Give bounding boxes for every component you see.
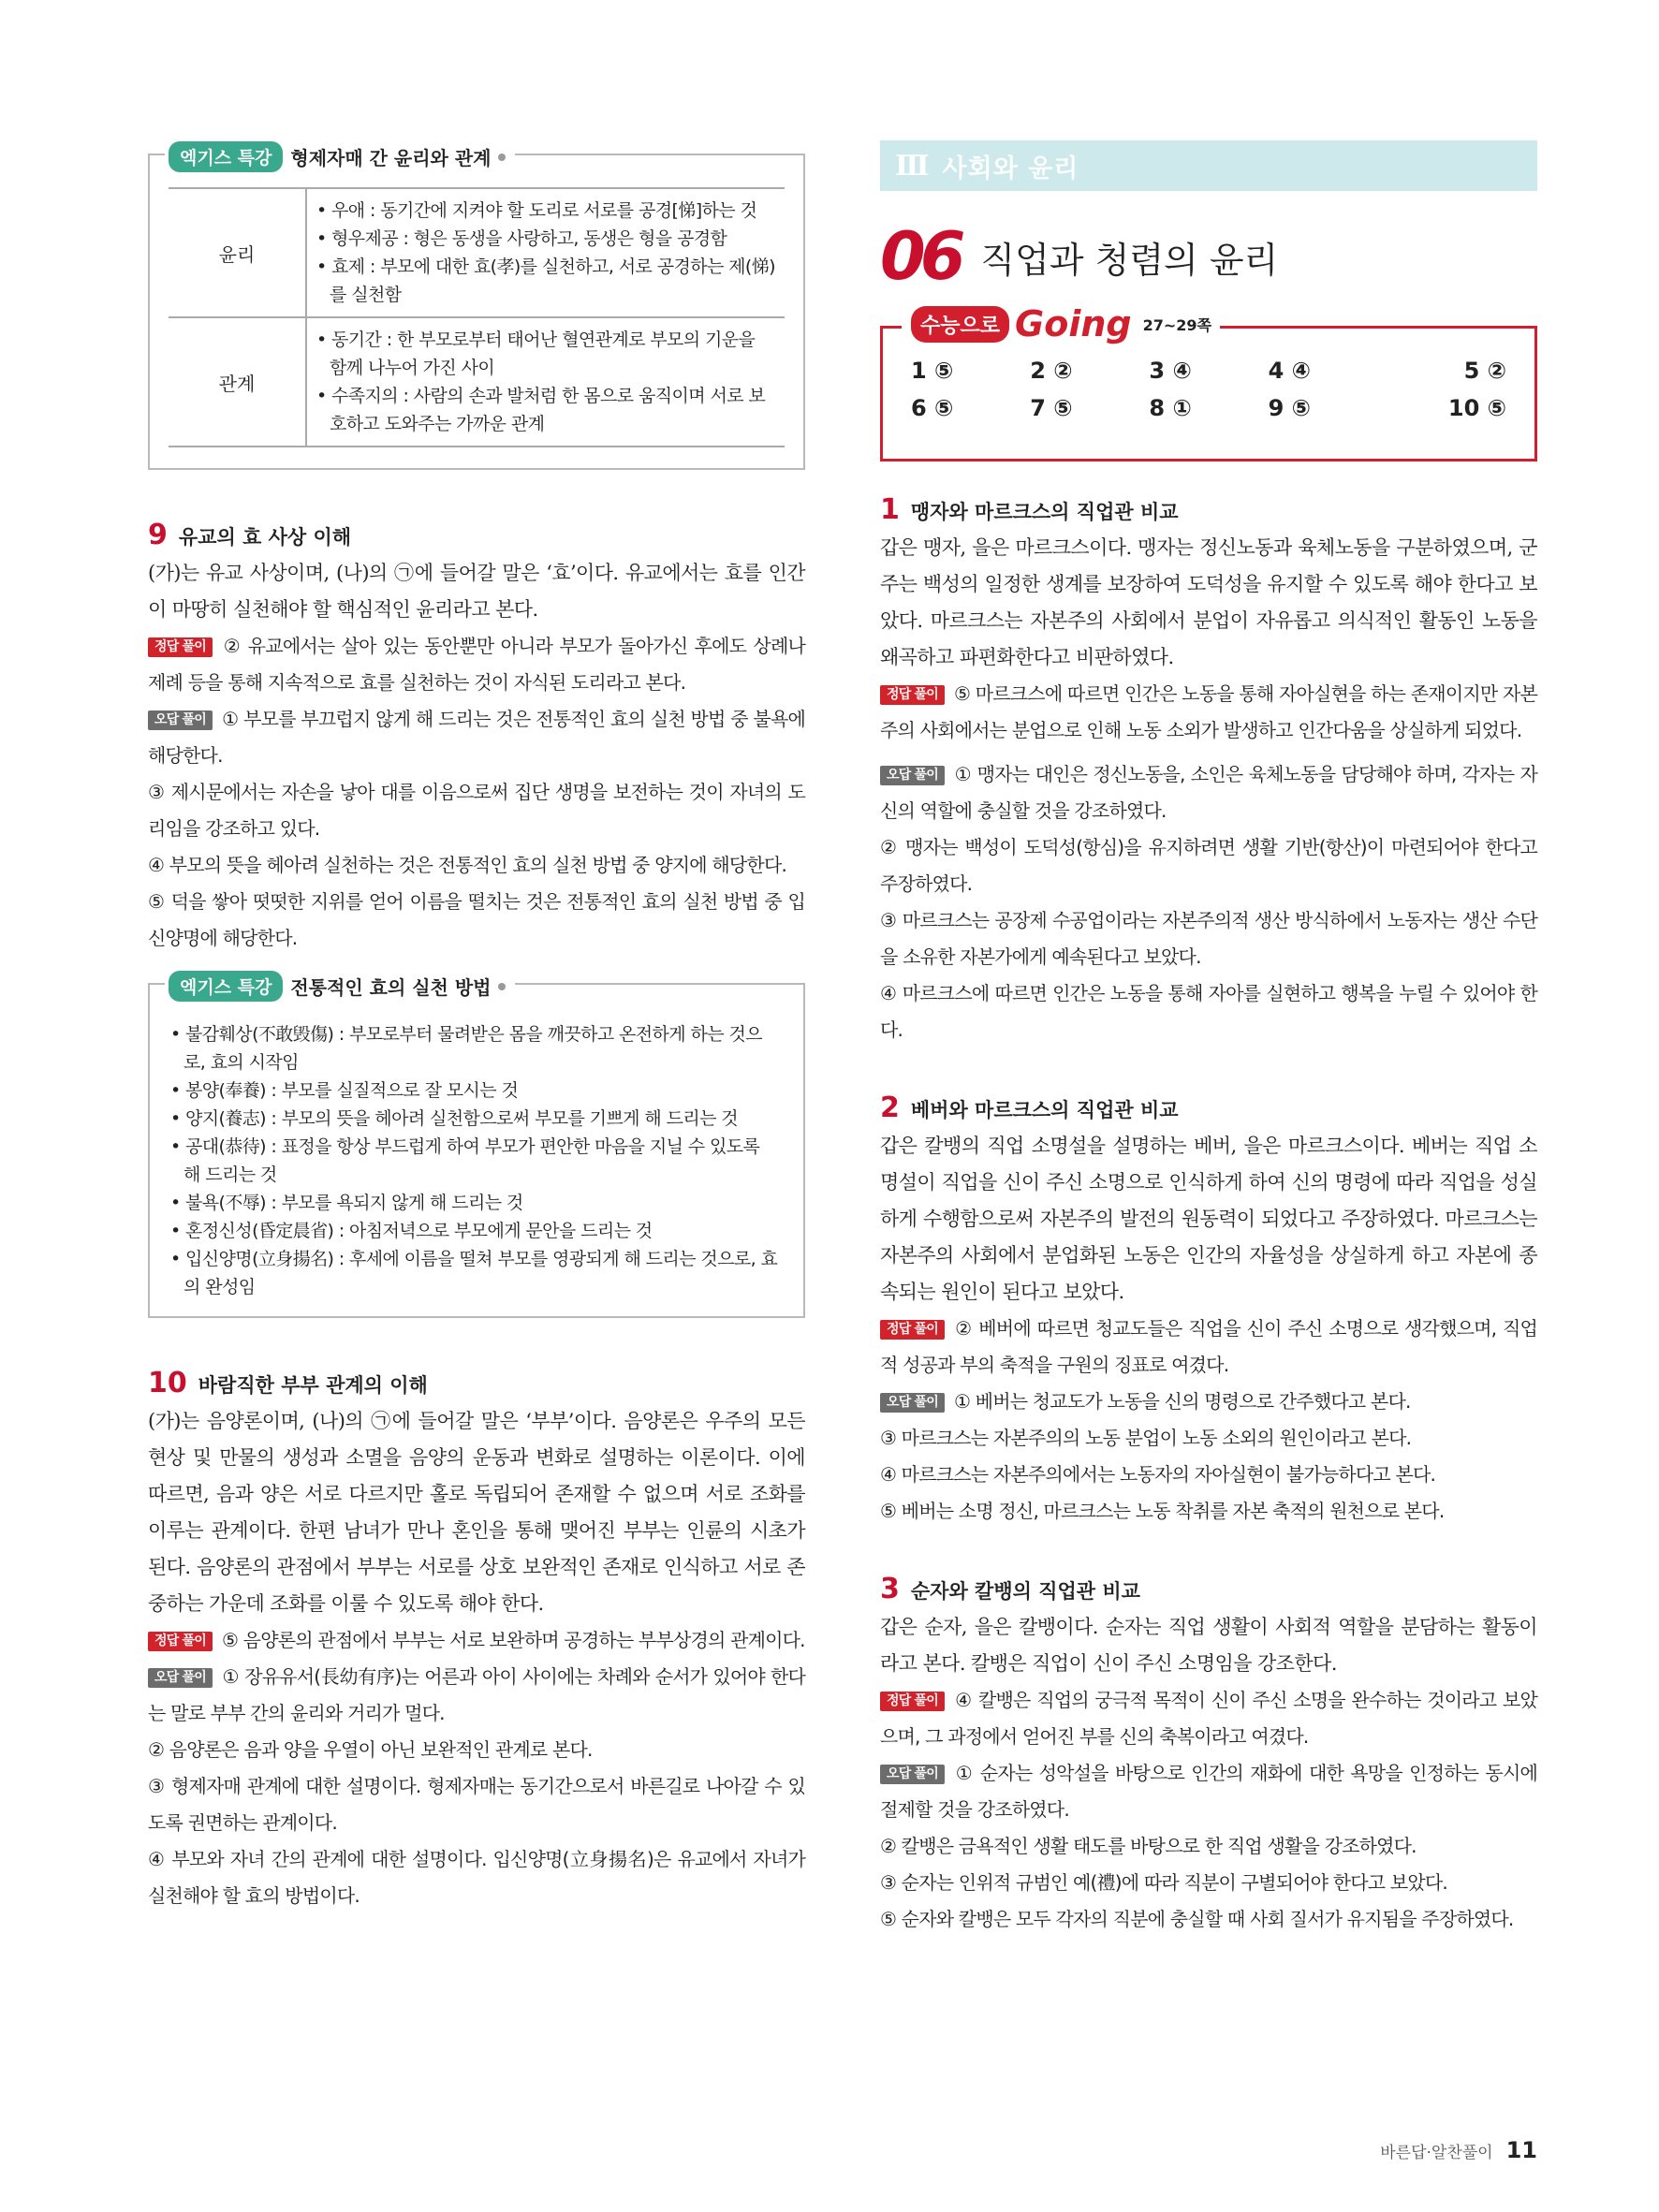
- practice-list: [150, 985, 803, 1316]
- wrong-text: ① 맹자는 대인은 정신노동을, 소인은 육체노동을 담당해야 하며, 각자는 자신의 역할에 충실할 것을 강조하였다.: [880, 763, 1537, 822]
- answer-item: 1 ⑤: [911, 358, 954, 384]
- question-title: 맹자와 마르크스의 직업관 비교: [910, 501, 1179, 523]
- question-title: 베버와 마르크스의 직업관 비교: [910, 1099, 1179, 1121]
- wrong-answer: [148, 1659, 805, 1732]
- chapter-heading: [880, 219, 1537, 294]
- dot-icon: [498, 983, 506, 990]
- bullet: • 봉양(奉養) : 부모를 실질적으로 잘 모시는 것: [170, 1080, 519, 1101]
- going-wordmark: Going: [1015, 303, 1132, 344]
- correct-answer: [880, 1311, 1537, 1384]
- section-roman-numeral: Ⅲ: [895, 149, 930, 183]
- section-header-bar: [880, 140, 1537, 191]
- left-column: [148, 140, 805, 1914]
- page-footer: [1380, 2137, 1537, 2163]
- wrong-badge: 오답 풀이: [148, 710, 213, 730]
- wrong-text: ① 베버는 청교도가 노동을 신의 명령으로 간주했다고 본다.: [953, 1390, 1411, 1413]
- table-row: [169, 316, 785, 446]
- wrong-answer: ② 음양론은 음과 양을 우열이 아닌 보완적인 관계로 본다.: [148, 1738, 593, 1761]
- question-header: [148, 1367, 805, 1399]
- box-badge: 엑기스 특강: [169, 971, 283, 1002]
- question-number: 2: [880, 1091, 900, 1124]
- wrong-answer: ⑤ 순자와 칼뱅은 모두 각자의 직분에 충실할 때 사회 질서가 유지됨을 주장하였다.: [880, 1908, 1514, 1930]
- right-column: [880, 140, 1537, 1938]
- wrong-badge: 오답 풀이: [148, 1668, 213, 1688]
- wrong-answer: ⑤ 덕을 쌓아 떳떳한 지위를 얻어 이름을 떨치는 것은 전통적인 효의 실천 방법 중 입신양명에 해당한다.: [148, 890, 805, 949]
- correct-answer: [880, 1682, 1537, 1755]
- explanation: 갑은 순자, 을은 칼뱅이다. 순자는 직업 생활이 사회적 역할을 분담하는 활동이라고 본다. 칼뱅은 직업이 신이 주신 소명임을 강조한다.: [880, 1616, 1537, 1675]
- question-10: [148, 1367, 805, 1914]
- bullet: • 수족지의 : 사람의 손과 발처럼 한 몸으로 움직이며 서로 보호하고 도와주는 가까운 관계: [316, 386, 766, 434]
- question-number: 1: [880, 493, 900, 526]
- wrong-answer: ③ 순자는 인위적 규범인 예(禮)에 따라 직분이 구별되어야 한다고 보았다.: [880, 1871, 1447, 1894]
- going-answer-box: [880, 303, 1537, 461]
- answer-grid: [911, 358, 1506, 421]
- wrong-answer: ② 칼뱅은 금욕적인 생활 태도를 바탕으로 한 직업 생활을 강조하였다.: [880, 1835, 1417, 1857]
- bullet: • 우애 : 동기간에 지켜야 할 도리로 서로를 공경[悌]하는 것: [316, 200, 757, 221]
- special-lecture-box-siblings: [148, 147, 805, 470]
- bullet: • 불욕(不辱) : 부모를 욕되지 않게 해 드리는 것: [170, 1193, 523, 1213]
- wrong-text: ① 장유유서(長幼有序)는 어른과 아이 사이에는 차례와 순서가 있어야 한다는 말로 부부 간의 윤리와 거리가 멀다.: [148, 1665, 805, 1724]
- row-head: 윤리: [169, 189, 307, 316]
- wrong-answer: ③ 형제자매 관계에 대한 설명이다. 형제자매는 동기간으로서 바른길로 나아갈 수 있도록 권면하는 관계이다.: [148, 1775, 805, 1834]
- dot-icon: [498, 154, 506, 161]
- wrong-answer: ④ 마르크스는 자본주의에서는 노동자의 자아실현이 불가능하다고 본다.: [880, 1463, 1436, 1486]
- section-title: 사회와 윤리: [942, 154, 1079, 183]
- question-1: [880, 493, 1537, 1048]
- correct-text: ⑤ 음양론의 관점에서 부부는 서로 보완하며 공경하는 부부상경의 관계이다.: [221, 1629, 805, 1651]
- row-body: [307, 189, 785, 316]
- question-2: [880, 1091, 1537, 1530]
- wrong-answer: ③ 마르크스는 자본주의의 노동 분업이 노동 소외의 원인이라고 본다.: [880, 1427, 1412, 1449]
- question-title: 바람직한 부부 관계의 이해: [198, 1374, 428, 1397]
- wrong-answer: ② 맹자는 백성이 도덕성(항심)을 유지하려면 생활 기반(항산)이 마련되어야 한다고 주장하였다.: [880, 836, 1537, 895]
- wrong-badge: 오답 풀이: [880, 1393, 945, 1413]
- wrong-answer: ④ 부모와 자녀 간의 관계에 대한 설명이다. 입신양명(立身揚名)은 유교에서 자녀가 실천해야 할 효의 방법이다.: [148, 1848, 805, 1907]
- correct-badge: 정답 풀이: [880, 1692, 945, 1711]
- correct-text: ② 유교에서는 살아 있는 동안뿐만 아니라 부모가 돌아가신 후에도 상례나 제례 등을 통해 지속적으로 효를 실천하는 것이 자식된 도리라고 본다.: [148, 635, 805, 694]
- bullet: • 공대(恭待) : 표정을 항상 부드럽게 하여 부모가 편안한 마음을 지닐 수 있도록 해 드리는 것: [170, 1136, 760, 1185]
- wrong-answer: ④ 마르크스에 따르면 인간은 노동을 통해 자아를 실현하고 행복을 누릴 수 있어야 한다.: [880, 982, 1537, 1041]
- answer-item: 6 ⑤: [911, 395, 954, 421]
- question-header: [880, 1091, 1537, 1124]
- chapter-title: 직업과 청렴의 윤리: [980, 239, 1279, 281]
- book-label: 바른답·알찬풀이: [1380, 2144, 1493, 2162]
- question-header: [880, 1573, 1537, 1605]
- correct-text: ⑤ 마르크스에 따르면 인간은 노동을 통해 자아실현을 하는 존재이지만 자본주의 사회에서는 분업으로 인해 노동 소외가 발생하고 인간다움을 상실하게 되었다.: [880, 682, 1537, 741]
- wrong-text: ① 부모를 부끄럽지 않게 해 드리는 것은 전통적인 효의 실천 방법 중 불욕에 해당한다.: [148, 708, 805, 767]
- answer-item: 7 ⑤: [1030, 395, 1073, 421]
- box-title: 전통적인 효의 실천 방법: [290, 976, 492, 999]
- question-header: [880, 493, 1537, 526]
- box-label: [165, 971, 515, 1002]
- wrong-answer: [880, 1384, 1537, 1420]
- answer-item: 2 ②: [1030, 358, 1073, 384]
- bullet: • 혼정신성(昏定晨省) : 아침저녁으로 부모에게 문안을 드리는 것: [170, 1221, 653, 1241]
- special-lecture-box-filial: [148, 976, 805, 1318]
- bullet: • 입신양명(立身揚名) : 후세에 이름을 떨쳐 부모를 영광되게 해 드리는 것으로, 효의 완성임: [170, 1249, 778, 1297]
- box-title: 형제자매 간 윤리와 관계: [290, 147, 492, 169]
- answer-item: 9 ⑤: [1268, 395, 1311, 421]
- question-title: 유교의 효 사상 이해: [178, 526, 352, 549]
- correct-badge: 정답 풀이: [148, 1632, 213, 1651]
- wrong-answer: [880, 756, 1537, 829]
- question-3: [880, 1573, 1537, 1938]
- explanation: 갑은 맹자, 을은 마르크스이다. 맹자는 정신노동과 육체노동을 구분하였으며, 군주는 백성의 일정한 생계를 보장하여 도덕성을 유지할 수 있도록 해야 한다고 보았다. 마르크스는 자본주의 사회에서 분업이 자유롭고 의식적인 활동인 노동을 왜곡하고 파편화한다고 비판하였다.: [880, 536, 1537, 668]
- wrong-badge: 오답 풀이: [880, 766, 945, 785]
- wrong-badge: 오답 풀이: [880, 1765, 945, 1784]
- going-pages: 27~29쪽: [1142, 315, 1211, 334]
- correct-text: ④ 칼뱅은 직업의 궁극적 목적이 신이 주신 소명을 완수하는 것이라고 보았으며, 그 과정에서 얻어진 부를 신의 축복이라고 여겼다.: [880, 1689, 1537, 1748]
- explanation: (가)는 음양론이며, (나)의 ㉠에 들어갈 말은 ‘부부’이다. 음양론은 우주의 모든 현상 및 만물의 생성과 소멸을 음양의 운동과 변화로 설명하는 이론이다. 이에 따르면, 음과 양은 서로 다르지만 홀로 독립되어 존재할 수 없으며 서로 조화를 이루는 관계이다. 한편 남녀가 만나 혼인을 통해 맺어진 부부는 인륜의 시초가 된다. 음양론의 관점에서 부부는 서로를 상호 보완적인 존재로 인식하고 서로 존중하는 가운데 조화를 이룰 수 있도록 해야 한다.: [148, 1410, 805, 1615]
- wrong-answer: ⑤ 베버는 소명 정신, 마르크스는 노동 착취를 자본 축적의 원천으로 본다.: [880, 1500, 1445, 1522]
- question-9: [148, 519, 805, 957]
- answer-item: 4 ④: [1268, 358, 1311, 384]
- question-title: 순자와 칼뱅의 직업관 비교: [910, 1580, 1140, 1603]
- row-body: [307, 318, 785, 446]
- correct-badge: 정답 풀이: [880, 685, 945, 705]
- answer-item: 10 ⑤: [1447, 395, 1506, 421]
- box-badge: 엑기스 특강: [169, 141, 283, 172]
- wrong-answer: ③ 마르크스는 공장제 수공업이라는 자본주의적 생산 방식하에서 노동자는 생산 수단을 소유한 자본가에게 예속된다고 보았다.: [880, 909, 1537, 968]
- bullet: • 양지(養志) : 부모의 뜻을 헤아려 실천함으로써 부모를 기쁘게 해 드리는 것: [170, 1108, 739, 1129]
- answer-item: 5 ②: [1463, 358, 1506, 384]
- explanation: (가)는 유교 사상이며, (나)의 ㉠에 들어갈 말은 ‘효’이다. 유교에서는 효를 인간이 마땅히 실천해야 할 핵심적인 윤리라고 본다.: [148, 562, 805, 621]
- page-number: 11: [1505, 2137, 1537, 2163]
- table-row: [169, 189, 785, 316]
- answer-item: 3 ④: [1149, 358, 1192, 384]
- bullet: • 효제 : 부모에 대한 효(孝)를 실천하고, 서로 공경하는 제(悌)를 실천함: [316, 256, 775, 305]
- wrong-answer: ④ 부모의 뜻을 헤아려 실천하는 것은 전통적인 효의 실천 방법 중 양지에 해당한다.: [148, 854, 787, 876]
- wrong-answer: [880, 1755, 1537, 1828]
- box-label: [165, 141, 515, 172]
- going-pill: 수능으로: [911, 306, 1009, 343]
- correct-answer: [148, 1622, 805, 1659]
- wrong-text: ① 순자는 성악설을 바탕으로 인간의 재화에 대한 욕망을 인정하는 동시에 절제할 것을 강조하였다.: [880, 1762, 1537, 1821]
- correct-text: ② 베버에 따르면 청교도들은 직업을 신이 주신 소명으로 생각했으며, 직업적 성공과 부의 축적을 구원의 징표로 여겼다.: [880, 1317, 1537, 1376]
- correct-badge: 정답 풀이: [880, 1320, 945, 1340]
- question-number: 10: [148, 1367, 187, 1399]
- chapter-number: 06: [880, 218, 961, 295]
- going-logo: [903, 303, 1219, 344]
- bullet: • 불감훼상(不敢毁傷) : 부모로부터 물려받은 몸을 깨끗하고 온전하게 하는 것으로, 효의 시작임: [170, 1024, 762, 1073]
- correct-answer: [880, 676, 1537, 749]
- bullet: • 동기간 : 한 부모로부터 태어난 혈연관계로 부모의 기운을 함께 나누어 가진 사이: [316, 330, 756, 378]
- correct-answer: [148, 628, 805, 701]
- explanation: 갑은 칼뱅의 직업 소명설을 설명하는 베버, 을은 마르크스이다. 베버는 직업 소명설이 직업을 신이 주신 소명으로 인식하게 하여 신의 명령에 따라 직업을 성실하게 수행함으로써 자본주의 발전의 원동력이 되었다고 주장하였다. 마르크스는 자본주의 사회에서 분업화된 노동은 인간의 자율성을 상실하게 하고 자본에 종속되는 원인이 된다고 보았다.: [880, 1135, 1537, 1303]
- wrong-answer: ③ 제시문에서는 자손을 낳아 대를 이음으로써 집단 생명을 보전하는 것이 자녀의 도리임을 강조하고 있다.: [148, 781, 805, 840]
- bullet: • 형우제공 : 형은 동생을 사랑하고, 동생은 형을 공경함: [316, 228, 727, 249]
- correct-badge: 정답 풀이: [148, 637, 213, 657]
- row-head: 관계: [169, 318, 307, 446]
- answer-item: 8 ①: [1149, 395, 1192, 421]
- ethics-relation-table: [169, 187, 785, 447]
- question-number: 9: [148, 519, 168, 551]
- wrong-answer: [148, 701, 805, 774]
- question-header: [148, 519, 805, 551]
- question-number: 3: [880, 1573, 900, 1605]
